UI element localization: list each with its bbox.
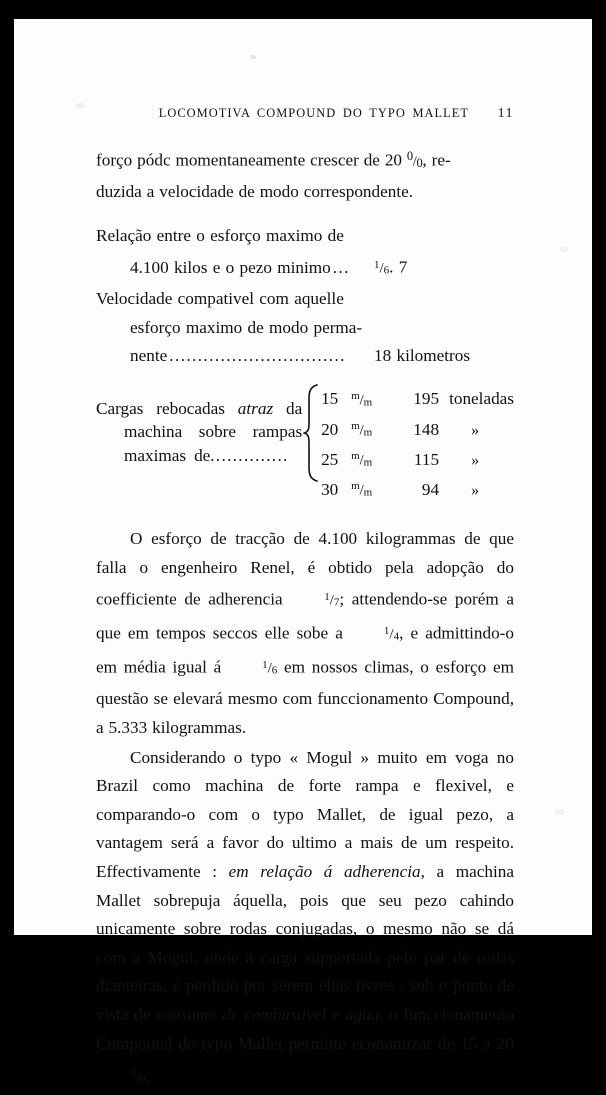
cargo-label-word: da [285,398,303,418]
cargo-load: 94 [421,479,440,499]
leader-dots: ............................... [169,346,346,366]
cargo-unit: toneladas [449,389,514,409]
fraction-numerator: 1 [383,624,390,637]
fraction-numerator: 1 [324,590,330,603]
scan-speck [554,809,564,815]
fraction-slash: / [379,260,384,277]
mm-numerator: m [351,420,360,433]
cargo-table-label [96,385,302,505]
emphasis-consumo: consumo de combustivel e agua [155,1004,380,1024]
percent-denominator: 0 [139,1072,146,1087]
cargo-label-word: maximas [124,445,187,465]
cargo-label-word: rampas [252,422,303,442]
paragraph-segment: em nossos climas, o esforço em questão se elevará mesmo com funccionamento Compound, a 5.333 kilogrammas. [96,657,515,738]
cargo-label-word-italic: atraz [237,398,274,418]
fraction [350,617,399,651]
spec-line [96,314,514,343]
cargo-label-row [96,444,302,468]
spec-value: 18 kilometros [374,346,471,366]
cargo-table-rows [321,385,514,505]
paragraph-segment: , e admittindo-o em média igual á [96,623,514,677]
mm-denominator: m [363,456,373,469]
paragraph-segment: , o funccionamento Compound do typo Mallet permitte economizar de 15 a 20 [96,1004,515,1053]
mm-numerator: m [351,450,360,463]
spec-label: Velocidade compativel com aquelle [96,289,344,309]
fraction [228,651,277,685]
cargo-row [321,415,514,445]
fraction-numerator: 1 [262,659,268,672]
scan-speck [250,55,256,59]
cargo-grade: 15 [321,389,339,409]
fraction-denominator: 6 [271,664,278,677]
cargo-unit: » [471,481,480,499]
mm-denominator: m [363,426,373,439]
percent-sign [407,142,423,178]
cargo-table [96,385,514,505]
cargo-grade: 20 [321,419,339,439]
cargo-label-word: de [194,445,211,465]
spec-label: 4.100 kilos e o pezo minimo [130,257,331,277]
cargo-grade: 30 [321,479,339,499]
cargo-row [321,475,514,505]
curly-brace-icon [303,385,318,505]
paragraph-traction [96,525,514,742]
scan-speck [76,103,85,108]
spec-label: Relação entre o esforço maximo de [96,226,344,246]
paragraph-mogul-comparison [96,744,514,1094]
cargo-load: 195 [413,389,440,409]
mm-denominator: m [363,396,373,409]
grade-unit-mm-per-m [351,415,387,445]
spec-label: esforço maximo de modo perma- [130,317,363,337]
specification-list [96,222,514,371]
spec-line [96,222,514,251]
percent-denominator: 0 [416,156,423,171]
emphasis-adherencia: em relação á adherencia [228,862,421,881]
scan-speck [560,247,568,252]
cargo-label-word: machina [124,422,183,442]
cargo-label-row [96,397,302,421]
running-head-title: LOCOMOTIVA COMPOUND DO TYPO MALLET [158,106,470,120]
page-sheet [14,19,592,1087]
body-text [96,525,514,1094]
paragraph-continuation [96,142,514,206]
fraction-denominator: 7 [333,596,340,609]
mm-denominator: m [363,486,373,499]
fraction [290,583,339,617]
spec-value [368,251,514,285]
spec-line [96,342,514,371]
paragraph-segment: Considerando o typo « Mogul » muito em voga no Brazil como machina de forte rampa e flexivel, e comparando-o com o typo Mallet, de igual pezo, a vantagem será a favor do ultimo a mais de um respeito. Effectivamente : [96,747,514,881]
paragraph-segment: ; attendendo-se porém a que em tempos seccos elle sobe a [96,589,514,643]
mm-slash: / [359,452,364,469]
page-number: 11 [497,105,514,120]
grade-unit-mm-per-m [351,445,387,475]
fraction-denominator: 6 [383,264,390,277]
cargo-load: 148 [413,419,440,439]
paragraph-text-line2: duzida a velocidade de modo correspondente. [96,181,414,201]
cargo-label-word: Cargas [96,398,144,418]
fraction-slash: / [267,660,272,677]
text-column [96,105,514,1095]
mm-numerator: m [351,480,360,493]
cargo-unit: » [471,421,480,439]
percent-slash: / [412,154,417,170]
paragraph-text-a: forço pódc momentaneamente crescer de 20 [96,150,407,170]
cargo-load: 115 [413,449,440,469]
cargo-label-word: rebocadas [156,398,225,418]
grade-unit-mm-per-m [351,385,387,415]
cargo-label-row [96,420,302,444]
running-head [96,105,514,121]
percent-slash: / [135,1070,140,1086]
percent-numerator: 0 [130,1065,136,1080]
mm-slash: / [359,392,364,409]
cargo-grade: 25 [321,449,339,469]
spec-line [96,251,514,285]
paragraph-text-b: , re- [422,150,451,170]
fraction-slash: / [389,626,394,643]
spec-value-rest: . 7 [389,257,408,277]
spec-line [96,285,514,314]
grade-unit-mm-per-m [351,475,387,505]
fraction-numerator: 1 [374,258,380,271]
spec-label: nente [130,346,168,366]
paragraph-segment: , a machina Mallet sobrepuja áquella, pois que seu pezo cahindo unicamente sobre rodas conjugadas, o mesmo não se dá com a Mogul, onde a carga supportada pelo par de rodas dianteiras, é perdido por serem ellas livres ; sob o ponto de vista de [96,862,515,1024]
cargo-row [321,445,514,475]
fraction-slash: / [329,592,334,609]
cargo-label-word: sobre [198,422,237,442]
fraction [374,251,389,285]
cargo-row [321,385,514,415]
percent-numerator: 0 [406,149,413,163]
leader-dots: ... [332,257,350,277]
paragraph-segment: ; [145,1066,151,1086]
mm-slash: / [359,422,364,439]
fraction-denominator: 4 [393,630,400,643]
percent-sign [96,1058,146,1094]
leader-dots: .............. [210,445,289,465]
mm-slash: / [359,482,364,499]
paragraph-segment: O esforço de tracção de 4.100 kilogrammas de que falla o engenheiro Renel, é obtido pela adopção do coefficiente de adherencia [96,529,514,609]
mm-numerator: m [351,389,360,402]
cargo-unit: » [471,451,480,469]
